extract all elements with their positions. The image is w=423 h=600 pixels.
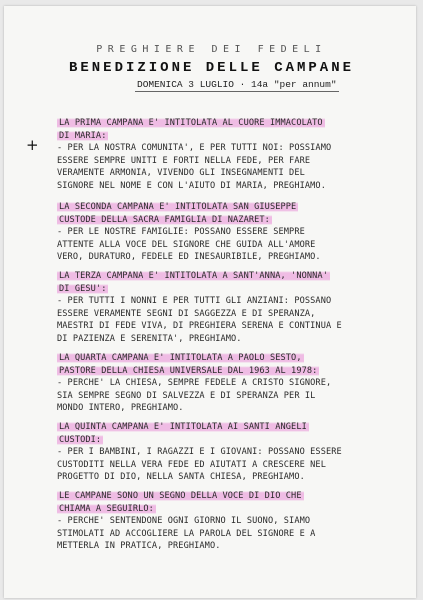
- prayer-section-5: [57, 421, 397, 484]
- section-body-line: - PER I BAMBINI, I RAGAZZI E I GIOVANI: POSSANO ESSERE: [57, 447, 342, 458]
- section-heading-line: DI MARIA:: [59, 130, 107, 141]
- section-body-line: - PER LA NOSTRA COMUNITA', E PER TUTTI NOI: POSSIAMO: [57, 143, 332, 154]
- section-body-line: ESSERE VERAMENTE SEGNI DI SAGGEZZA E DI SPERANZA,: [57, 308, 316, 319]
- margin-cross-mark: +: [26, 136, 39, 154]
- section-heading-line: CUSTODE DELLA SACRA FAMIGLIA DI NAZARET:: [59, 214, 270, 225]
- section-body-line: - PERCHE' LA CHIESA, SEMPRE FEDELE A CRISTO SIGNORE,: [57, 378, 332, 389]
- super-title: PREGHIERE DEI FEDELI: [96, 44, 327, 55]
- prayer-section-4: [57, 352, 397, 415]
- section-body-line: - PER LE NOSTRE FAMIGLIE: POSSANO ESSERE SEMPRE: [57, 227, 305, 238]
- section-body-line: PROGETTO DI DIO, NELLA SANTA CHIESA, PREGHIAMO.: [57, 472, 305, 483]
- section-heading-line: PASTORE DELLA CHIESA UNIVERSALE DAL 1963 AL 1978:: [59, 365, 318, 376]
- section-heading-line: LA QUARTA CAMPANA E' INTITOLATA A PAOLO SESTO,: [59, 353, 302, 363]
- section-body-line: SIGNORE NEL NOME E CON L'AIUTO DI MARIA, PREGHIAMO.: [57, 180, 326, 191]
- section-heading-line: LA SECONDA CAMPANA E' INTITOLATA SAN GIUSEPPE: [59, 202, 297, 212]
- section-heading-line: LE CAMPANE SONO UN SEGNO DELLA VOCE DI DIO CHE: [59, 491, 302, 501]
- section-body-line: ESSERE SEMPRE UNITI E FORTI NELLA FEDE, PER FARE: [57, 155, 311, 166]
- section-body-line: CUSTODITI NELLA VERA FEDE ED AIUTATI A CRESCERE NEL: [57, 459, 326, 470]
- section-heading-line: LA QUINTA CAMPANA E' INTITOLATA AI SANTI ANGELI: [59, 422, 307, 432]
- prayer-section-3: [57, 270, 397, 346]
- section-heading-line: LA PRIMA CAMPANA E' INTITOLATA AL CUORE IMMACOLATO: [59, 118, 323, 128]
- section-body-line: METTERLA IN PRATICA, PREGHIAMO.: [57, 541, 221, 552]
- section-body-line: STIMOLATI AD ACCOGLIERE LA PAROLA DEL SIGNORE E A: [57, 528, 316, 539]
- section-body-line: VERAMENTE ARMONIA, VIVENDO GLI INSEGNAMENTI DEL: [57, 168, 305, 179]
- section-heading-line: CHIAMA A SEGUIRLO:: [59, 503, 154, 514]
- section-body-line: - PER TUTTI I NONNI E PER TUTTI GLI ANZIANI: POSSANO: [57, 296, 332, 307]
- prayer-section-2: [57, 201, 397, 264]
- section-body-line: ATTENTE ALLA VOCE DEL SIGNORE CHE GUIDA ALL'AMORE: [57, 239, 316, 250]
- section-body-line: MAESTRI DI FEDE VIVA, DI PREGHIERA SERENA E CONTINUA E: [57, 321, 342, 332]
- section-heading-line: LA TERZA CAMPANA E' INTITOLATA A SANT'ANNA, 'NONNA': [59, 271, 328, 281]
- section-body-line: - PERCHE' SENTENDONE OGNI GIORNO IL SUONO, SIAMO: [57, 516, 311, 527]
- date-line: DOMENICA 3 LUGLIO · 14a "per annum": [137, 79, 337, 90]
- prayer-section-1: [57, 117, 397, 193]
- section-body-line: SIA SEMPRE SEGNO DI SALVEZZA E DI SPERANZA PER IL: [57, 390, 316, 401]
- document-title: BENEDIZIONE DELLE CAMPANE: [68, 60, 355, 76]
- section-heading-line: CUSTODI:: [59, 434, 102, 445]
- section-heading-line: DI GESU':: [59, 283, 107, 294]
- section-body-line: DI PAZIENZA E SERENITA', PREGHIAMO.: [57, 333, 242, 344]
- section-body-line: MONDO INTERO, PREGHIAMO.: [57, 403, 184, 414]
- section-body-line: VERO, DURATURO, FEDELE ED INESAURIBILE, PREGHIAMO.: [57, 252, 321, 263]
- prayer-section-6: [57, 490, 397, 553]
